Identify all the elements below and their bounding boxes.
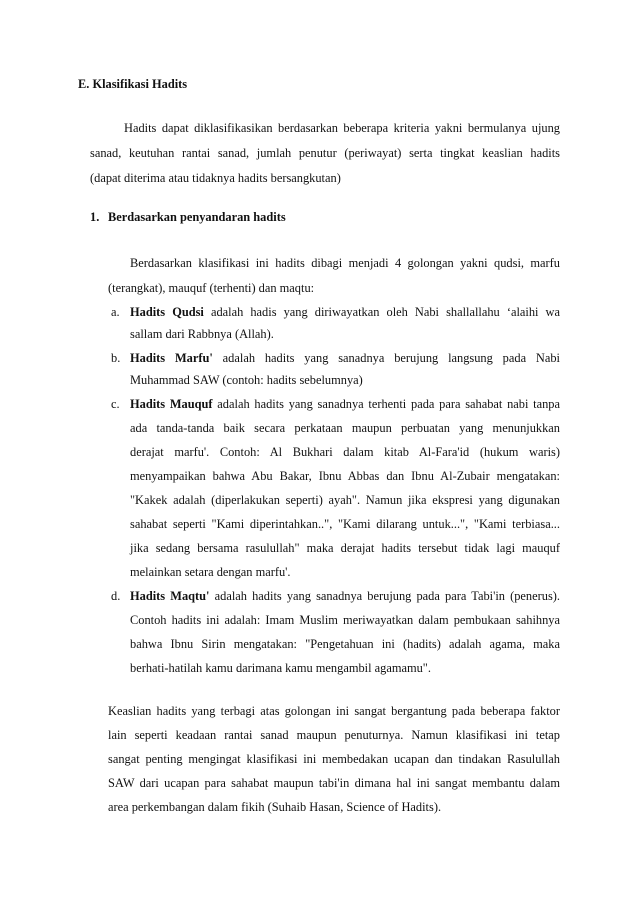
list-item-first-line bbox=[130, 588, 560, 604]
list-item-line: "Kakek adalah (diperlakukan seperti) ayah". Namun jika ekspresi yang digunakan bbox=[130, 493, 560, 507]
list-item-line: melainkan setara dengan marfu'. bbox=[130, 565, 291, 579]
intro-line: (dapat diterima atau tidaknya hadits bersangkutan) bbox=[90, 171, 341, 185]
list-item-first-line bbox=[130, 350, 560, 366]
list-item-line: sallam dari Rabbnya (Allah). bbox=[130, 327, 274, 341]
closing-line: lain seperti keadaan rantai sanad maupun penuturnya. Namun klasifikasi ini tetap bbox=[108, 728, 560, 742]
item-term: Hadits Marfu' bbox=[130, 351, 213, 365]
item-marker: b. bbox=[111, 351, 121, 365]
list-item-line: ada tanda-tanda baik secara perkataan maupun perbuatan yang menunjukkan bbox=[130, 421, 560, 435]
section-title: E. Klasifikasi Hadits bbox=[78, 77, 188, 91]
subsection-title: Berdasarkan penyandaran hadits bbox=[108, 210, 286, 224]
list-item-line: derajat marfu'. Contoh: Al Bukhari dalam kitab Al-Fara'id (hukum waris) bbox=[130, 445, 560, 459]
closing-line: SAW dari ucapan para sahabat maupun tabi'in dimana hal ini sangat membantu dalam bbox=[108, 776, 560, 790]
closing-line: Keaslian hadits yang terbagi atas golongan ini sangat bergantung pada beberapa faktor bbox=[108, 704, 560, 718]
item-text: adalah hadits yang sanadnya berujung langsung pada Nabi bbox=[212, 351, 561, 365]
subsection-intro-line: (terangkat), mauquf (terhenti) dan maqtu: bbox=[108, 281, 315, 295]
item-marker: c. bbox=[111, 397, 120, 411]
intro-line: Hadits dapat diklasifikasikan berdasarkan beberapa kriteria yakni bermulanya ujung bbox=[124, 121, 560, 135]
list-item-line: sahabat seperti "Kami diperintahkan..", "Kami dilarang untuk...", "Kami terbiasa... bbox=[130, 517, 560, 531]
list-item-line: jika sedang bersama rasulullah" maka derajat hadits tersebut tidak lagi mauquf bbox=[130, 541, 560, 555]
list-item-line: menyampaikan bahwa Abu Bakar, Ibnu Abbas dan Ibnu Al-Zubair mengatakan: bbox=[130, 469, 560, 483]
list-item-line: berhati-hatilah kamu darimana kamu mengambil agamamu". bbox=[130, 661, 431, 675]
item-term: Hadits Qudsi bbox=[130, 305, 204, 319]
item-term: Hadits Maqtu' bbox=[130, 589, 210, 603]
list-item-line: Muhammad SAW (contoh: hadits sebelumnya) bbox=[130, 373, 363, 387]
item-marker: a. bbox=[111, 305, 120, 319]
subsection-intro-line: Berdasarkan klasifikasi ini hadits dibagi menjadi 4 golongan yakni qudsi, marfu bbox=[130, 256, 560, 270]
list-item-first-line bbox=[130, 396, 560, 412]
subsection-number: 1. bbox=[90, 210, 100, 224]
item-marker: d. bbox=[111, 589, 121, 603]
list-item-first-line bbox=[130, 304, 560, 320]
list-item-line: Contoh hadits ini adalah: Imam Muslim meriwayatkan dalam pembukaan sahihnya bbox=[130, 613, 560, 627]
item-text: adalah hadits yang sanadnya berujung pada para Tabi'in (penerus). bbox=[209, 589, 560, 603]
closing-line: sangat penting mengingat klasifikasi ini membedakan ucapan dan tindakan Rasulullah bbox=[108, 752, 560, 766]
item-text: adalah hadis yang diriwayatkan oleh Nabi shallallahu ‘alaihi wa bbox=[203, 305, 560, 319]
intro-line: sanad, keutuhan rantai sanad, jumlah penutur (periwayat) serta tingkat keaslian hadits bbox=[90, 146, 560, 160]
item-term: Hadits Mauquf bbox=[130, 397, 213, 411]
item-text: adalah hadits yang sanadnya terhenti pada para sahabat nabi tanpa bbox=[212, 397, 561, 411]
closing-line: area perkembangan dalam fikih (Suhaib Hasan, Science of Hadits). bbox=[108, 800, 442, 814]
list-item-line: bahwa Ibnu Sirin mengatakan: "Pengetahuan ini (hadits) adalah agama, maka bbox=[130, 637, 560, 651]
